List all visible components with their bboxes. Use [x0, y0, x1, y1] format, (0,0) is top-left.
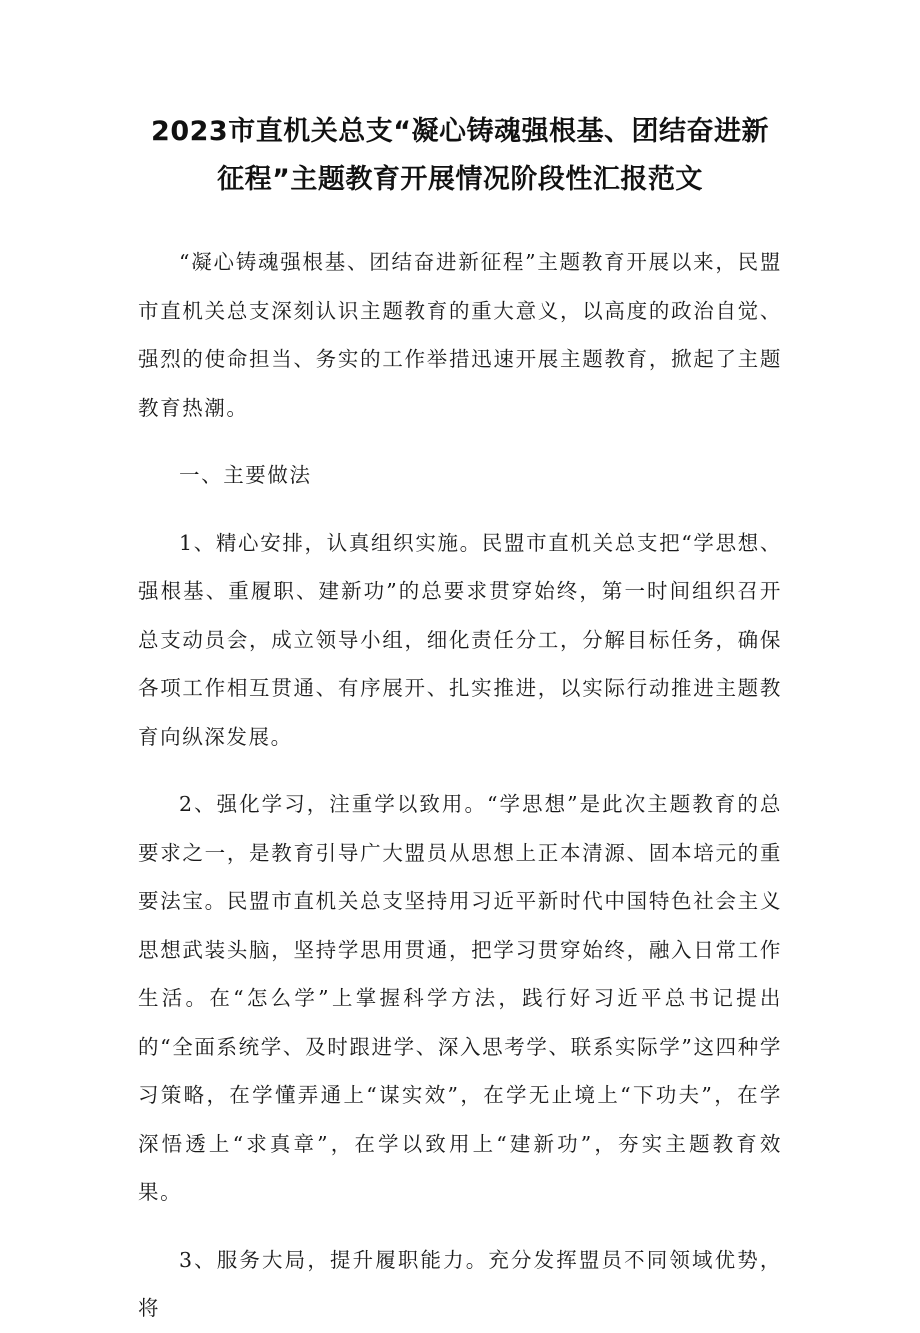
- paragraph-item-2: 2、强化学习，注重学以致用。“学思想”是此次主题教育的总要求之一，是教育引导广大盟员从思想上正本清源、固本培元的重要法宝。民盟市直机关总支坚持用习近平新时代中国特色社会主义思想武装头脑，坚持学思用贯通，把学习贯穿始终，融入日常工作生活。在“怎么学”上掌握科学方法，践行好习近平总书记提出的“全面系统学、及时跟进学、深入思考学、联系实际学”这四种学习策略，在学懂弄通上“谋实效”，在学无止境上“下功夫”，在学深悟透上“求真章”，在学以致用上“建新功”，夯实主题教育效果。: [138, 792, 782, 1204]
- paragraph-item-1: 1、精心安排，认真组织实施。民盟市直机关总支把“学思想、强根基、重履职、建新功”的总要求贯穿始终，第一时间组织召开总支动员会，成立领导小组，细化责任分工，分解目标任务，确保各项工作相互贯通、有序展开、扎实推进，以实际行动推进主题教育向纵深发展。: [138, 530, 782, 749]
- intro-paragraph: “凝心铸魂强根基、团结奋进新征程”主题教育开展以来，民盟市直机关总支深刻认识主题教育的重大意义，以高度的政治自觉、强烈的使命担当、务实的工作举措迅速开展主题教育，掀起了主题教育热潮。: [138, 250, 782, 420]
- section-heading-main-practices: 一、主要做法: [179, 463, 312, 487]
- paragraph-item-3: 3、服务大局，提升履职能力。充分发挥盟员不同领域优势，将: [138, 1247, 782, 1320]
- document-title: 2023市直机关总支“凝心铸魂强根基、团结奋进新征程”主题教育开展情况阶段性汇报范文: [151, 116, 769, 195]
